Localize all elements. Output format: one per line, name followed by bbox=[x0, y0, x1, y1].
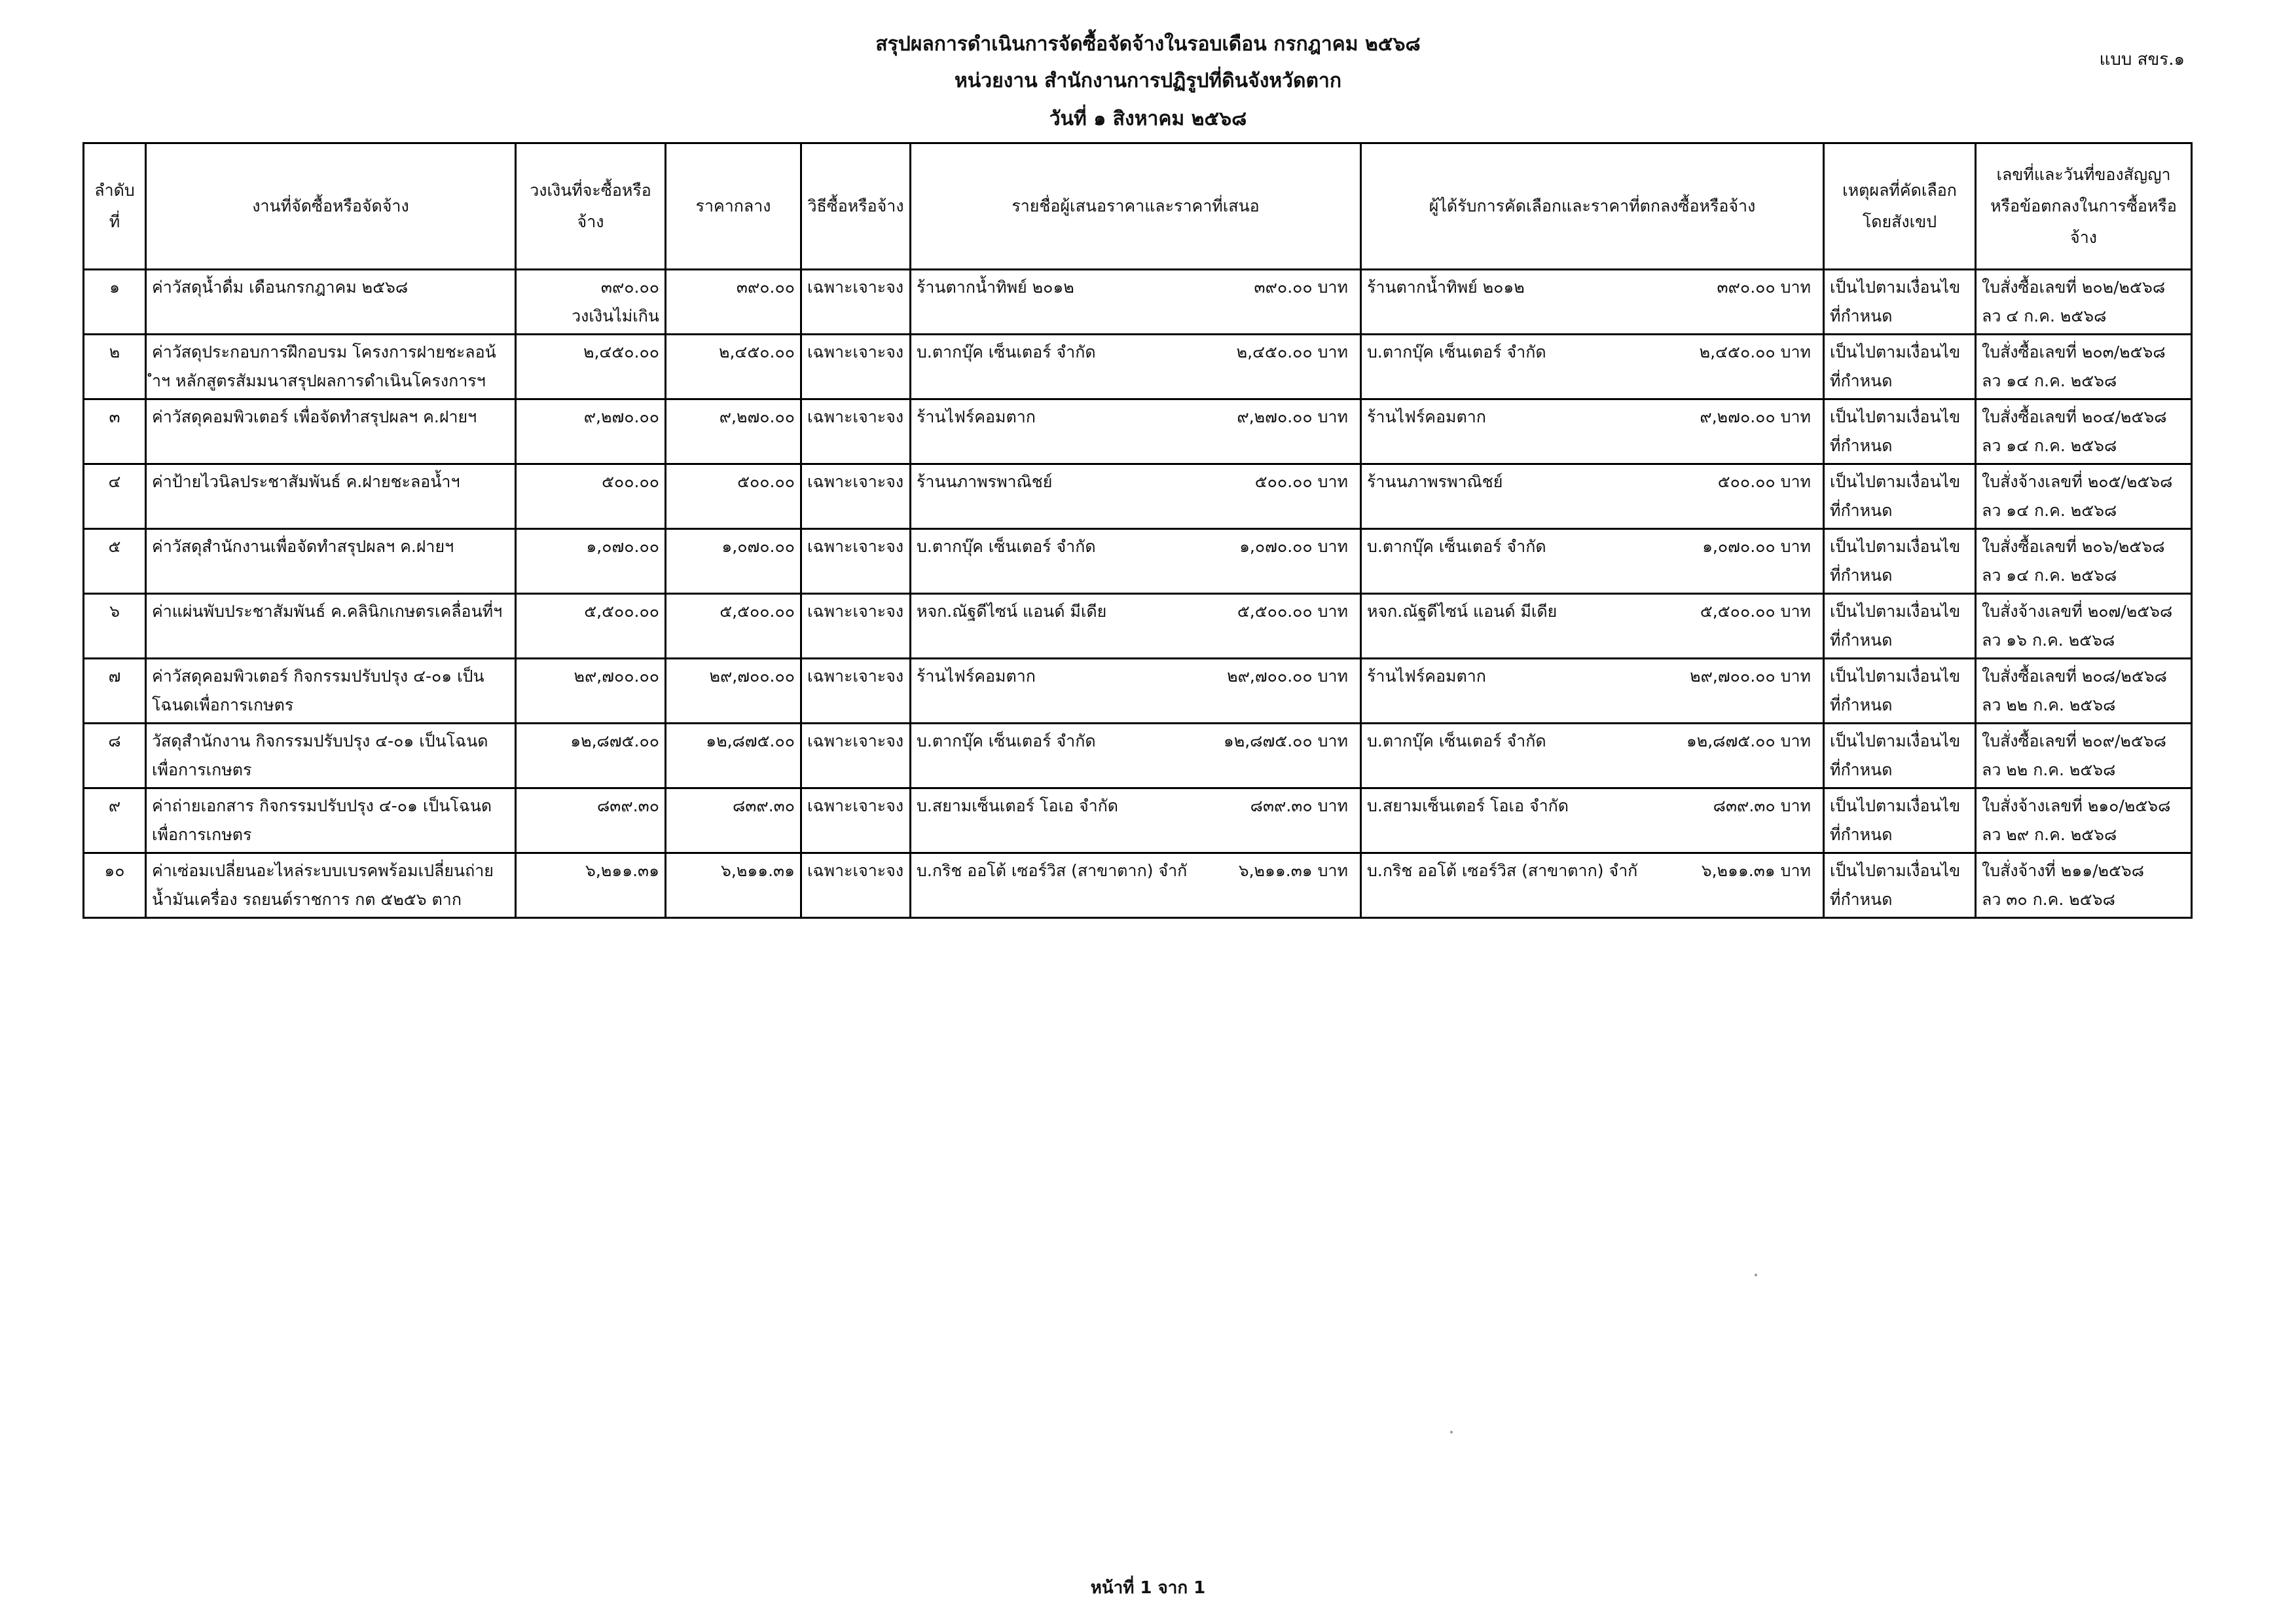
cell-method: เฉพาะเจาะจง bbox=[801, 724, 911, 788]
cell-no: ๔ bbox=[84, 464, 146, 529]
cell-method: เฉพาะเจาะจง bbox=[801, 464, 911, 529]
cell-bidder bbox=[911, 335, 1361, 399]
table-header-row bbox=[84, 143, 2192, 270]
cell-winner bbox=[1361, 724, 1824, 788]
win-amount: ๑๒,๘๗๕.๐๐ บาท bbox=[1686, 731, 1811, 750]
cell-winner bbox=[1361, 659, 1824, 724]
table-row bbox=[84, 335, 2192, 399]
contract-date: ลว ๒๒ ก.ค. ๒๕๖๘ bbox=[1982, 760, 2116, 779]
cell-contract bbox=[1976, 464, 2192, 529]
cell-budget bbox=[516, 659, 666, 724]
contract-number: ใบสั่งซื้อเลขที่ ๒๐๙/๒๕๖๘ bbox=[1982, 731, 2166, 750]
winner-name: บ.ตากบุ๊ค เซ็นเตอร์ จำกัด bbox=[1367, 342, 1546, 361]
bidder-name: ร้านไฟร์คอมตาก bbox=[917, 667, 1036, 686]
bidder-name: บ.สยามเซ็นเตอร์ โอเอ จำกัด bbox=[917, 796, 1119, 815]
cell-method: เฉพาะเจาะจง bbox=[801, 659, 911, 724]
contract-date: ลว ๑๔ ก.ค. ๒๕๖๘ bbox=[1982, 436, 2117, 455]
col-header-winner: ผู้ได้รับการคัดเลือกและราคาที่ตกลงซื้อหรือจ้าง bbox=[1361, 143, 1824, 270]
budget-value: ๓๙๐.๐๐ bbox=[600, 278, 659, 297]
procurement-table bbox=[82, 142, 2193, 919]
cell-bidder bbox=[911, 724, 1361, 788]
table-row bbox=[84, 529, 2192, 594]
cell-median: ๒,๔๕๐.๐๐ bbox=[666, 335, 801, 399]
cell-reason: เป็นไปตามเงื่อนไขที่กำหนด bbox=[1824, 270, 1976, 335]
cell-item: ค่าเซ่อมเปลี่ยนอะไหล่ระบบเบรคพร้อมเปลี่ยนถ่ายน้ำมันเครื่อง รถยนต์ราชการ กต ๕๒๕๖ ตาก bbox=[146, 853, 516, 918]
win-amount: ๕,๕๐๐.๐๐ บาท bbox=[1700, 602, 1811, 621]
win-amount: ๒,๔๕๐.๐๐ บาท bbox=[1699, 342, 1811, 361]
cell-no: ๙ bbox=[84, 788, 146, 853]
col-header-bidders: รายชื่อผู้เสนอราคาและราคาที่เสนอ bbox=[911, 143, 1361, 270]
winner-name: บ.สยามเซ็นเตอร์ โอเอ จำกัด bbox=[1367, 796, 1569, 815]
budget-note: วงเงินไม่เกิน bbox=[572, 306, 659, 325]
bid-amount: ๕,๕๐๐.๐๐ บาท bbox=[1237, 602, 1348, 621]
win-amount: ๖,๒๑๑.๓๑ บาท bbox=[1701, 861, 1811, 880]
cell-method: เฉพาะเจาะจง bbox=[801, 788, 911, 853]
cell-budget bbox=[516, 724, 666, 788]
win-amount: ๙,๒๗๐.๐๐ บาท bbox=[1700, 407, 1811, 426]
cell-bidder bbox=[911, 464, 1361, 529]
cell-bidder bbox=[911, 270, 1361, 335]
budget-value: ๒,๔๕๐.๐๐ bbox=[583, 342, 659, 361]
table-row bbox=[84, 724, 2192, 788]
budget-value: ๖,๒๑๑.๓๑ bbox=[585, 861, 659, 880]
winner-name: บ.กริช ออโต้ เซอร์วิส (สาขาตาก) จำกั bbox=[1367, 861, 1638, 880]
cell-reason: เป็นไปตามเงื่อนไขที่กำหนด bbox=[1824, 335, 1976, 399]
winner-name: ร้านไฟร์คอมตาก bbox=[1367, 667, 1486, 686]
win-amount: ๕๐๐.๐๐ บาท bbox=[1717, 472, 1811, 491]
report-date: วันที่ ๑ สิงหาคม ๒๕๖๘ bbox=[1049, 107, 1247, 130]
cell-budget bbox=[516, 853, 666, 918]
contract-number: ใบสั่งซื้อเลขที่ ๒๐๖/๒๕๖๘ bbox=[1982, 537, 2165, 556]
col-header-reason: เหตุผลที่คัดเลือกโดยสังเขป bbox=[1824, 143, 1976, 270]
bid-amount: ๕๐๐.๐๐ บาท bbox=[1254, 472, 1348, 491]
cell-no: ๑ bbox=[84, 270, 146, 335]
scan-speck bbox=[1755, 1274, 1757, 1276]
cell-winner bbox=[1361, 594, 1824, 659]
bidder-name: บ.ตากบุ๊ค เซ็นเตอร์ จำกัด bbox=[917, 342, 1096, 361]
cell-reason: เป็นไปตามเงื่อนไขที่กำหนด bbox=[1824, 529, 1976, 594]
cell-reason: เป็นไปตามเงื่อนไขที่กำหนด bbox=[1824, 594, 1976, 659]
bidder-name: ร้านไฟร์คอมตาก bbox=[917, 407, 1036, 426]
budget-value: ๙,๒๗๐.๐๐ bbox=[583, 407, 659, 426]
form-code: แบบ สขร.๑ bbox=[2099, 50, 2185, 69]
win-amount: ๑,๐๗๐.๐๐ บาท bbox=[1702, 537, 1811, 556]
col-header-no: ลำดับที่ bbox=[84, 143, 146, 270]
contract-date: ลว ๔ ก.ค. ๒๕๖๘ bbox=[1982, 306, 2107, 325]
cell-item: ค่าวัสดุคอมพิวเตอร์ กิจกรรมปรับปรุง ๔-๐๑ เป็นโฉนดเพื่อการเกษตร bbox=[146, 659, 516, 724]
agency-name: หน่วยงาน สำนักงานการปฏิรูปที่ดินจังหวัดตาก bbox=[954, 69, 1342, 92]
cell-median: ๙,๒๗๐.๐๐ bbox=[666, 399, 801, 464]
contract-date: ลว ๑๖ ก.ค. ๒๕๖๘ bbox=[1982, 631, 2115, 650]
cell-budget bbox=[516, 788, 666, 853]
table-row bbox=[84, 594, 2192, 659]
cell-median: ๕,๕๐๐.๐๐ bbox=[666, 594, 801, 659]
cell-winner bbox=[1361, 335, 1824, 399]
col-header-method: วิธีซื้อหรือจ้าง bbox=[801, 143, 911, 270]
contract-number: ใบสั่งจ้างเลขที่ ๒๐๕/๒๕๖๘ bbox=[1982, 472, 2173, 491]
cell-contract bbox=[1976, 529, 2192, 594]
contract-number: ใบสั่งจ้างเลขที่ ๒๑๐/๒๕๖๘ bbox=[1982, 796, 2171, 815]
cell-reason: เป็นไปตามเงื่อนไขที่กำหนด bbox=[1824, 788, 1976, 853]
bidder-name: ร้านตากน้ำทิพย์ ๒๐๑๒ bbox=[917, 278, 1074, 297]
cell-item: ค่าวัสดุคอมพิวเตอร์ เพื่อจัดทำสรุปผลฯ ค.ฝายฯ bbox=[146, 399, 516, 464]
cell-no: ๗ bbox=[84, 659, 146, 724]
cell-median: ๓๙๐.๐๐ bbox=[666, 270, 801, 335]
bid-amount: ๒,๔๕๐.๐๐ บาท bbox=[1236, 342, 1348, 361]
cell-median: ๖,๒๑๑.๓๑ bbox=[666, 853, 801, 918]
cell-method: เฉพาะเจาะจง bbox=[801, 529, 911, 594]
page-number: หน้าที่ 1 จาก 1 bbox=[1090, 1578, 1206, 1598]
scan-speck bbox=[1450, 1431, 1453, 1433]
contract-number: ใบสั่งซื้อเลขที่ ๒๐๓/๒๕๖๘ bbox=[1982, 342, 2166, 361]
cell-contract bbox=[1976, 724, 2192, 788]
contract-date: ลว ๒๒ ก.ค. ๒๕๖๘ bbox=[1982, 695, 2116, 714]
col-header-budget: วงเงินที่จะซื้อหรือจ้าง bbox=[516, 143, 666, 270]
contract-date: ลว ๓๐ ก.ค. ๒๕๖๘ bbox=[1982, 890, 2115, 909]
bid-amount: ๖,๒๑๑.๓๑ บาท bbox=[1238, 861, 1348, 880]
cell-item: วัสดุสำนักงาน กิจกรรมปรับปรุง ๔-๐๑ เป็นโฉนดเพื่อการเกษตร bbox=[146, 724, 516, 788]
table-row bbox=[84, 270, 2192, 335]
bid-amount: ๓๙๐.๐๐ บาท bbox=[1254, 278, 1348, 297]
table-row bbox=[84, 399, 2192, 464]
cell-median: ๘๓๙.๓๐ bbox=[666, 788, 801, 853]
col-header-median: ราคากลาง bbox=[666, 143, 801, 270]
cell-no: ๖ bbox=[84, 594, 146, 659]
contract-number: ใบสั่งจ้างเลขที่ ๒๐๗/๒๕๖๘ bbox=[1982, 602, 2173, 621]
cell-method: เฉพาะเจาะจง bbox=[801, 594, 911, 659]
win-amount: ๒๙,๗๐๐.๐๐ บาท bbox=[1690, 667, 1811, 686]
cell-item: ค่าวัสดุน้ำดื่ม เดือนกรกฎาคม ๒๕๖๘ bbox=[146, 270, 516, 335]
bid-amount: ๑๒,๘๗๕.๐๐ บาท bbox=[1223, 731, 1348, 750]
bid-amount: ๘๓๙.๓๐ บาท bbox=[1250, 796, 1348, 815]
cell-bidder bbox=[911, 853, 1361, 918]
cell-reason: เป็นไปตามเงื่อนไขที่กำหนด bbox=[1824, 724, 1976, 788]
winner-name: บ.ตากบุ๊ค เซ็นเตอร์ จำกัด bbox=[1367, 537, 1546, 556]
cell-reason: เป็นไปตามเงื่อนไขที่กำหนด bbox=[1824, 853, 1976, 918]
cell-no: ๑๐ bbox=[84, 853, 146, 918]
winner-name: บ.ตากบุ๊ค เซ็นเตอร์ จำกัด bbox=[1367, 731, 1546, 750]
cell-median: ๒๙,๗๐๐.๐๐ bbox=[666, 659, 801, 724]
cell-budget bbox=[516, 335, 666, 399]
cell-contract bbox=[1976, 659, 2192, 724]
cell-method: เฉพาะเจาะจง bbox=[801, 399, 911, 464]
table-row bbox=[84, 788, 2192, 853]
cell-item: ค่าวัสดุประกอบการฝึกอบรม โครงการฝายชะลอน้ำฯ หลักสูตรสัมมนาสรุปผลการดำเนินโครงการฯ bbox=[146, 335, 516, 399]
table-row bbox=[84, 464, 2192, 529]
cell-contract bbox=[1976, 788, 2192, 853]
cell-winner bbox=[1361, 788, 1824, 853]
cell-bidder bbox=[911, 529, 1361, 594]
cell-no: ๒ bbox=[84, 335, 146, 399]
cell-bidder bbox=[911, 594, 1361, 659]
budget-value: ๕๐๐.๐๐ bbox=[602, 472, 659, 491]
cell-winner bbox=[1361, 853, 1824, 918]
cell-winner bbox=[1361, 270, 1824, 335]
budget-value: ๑,๐๗๐.๐๐ bbox=[586, 537, 659, 556]
cell-median: ๕๐๐.๐๐ bbox=[666, 464, 801, 529]
cell-budget bbox=[516, 529, 666, 594]
contract-date: ลว ๑๔ ก.ค. ๒๕๖๘ bbox=[1982, 501, 2117, 520]
cell-contract bbox=[1976, 399, 2192, 464]
cell-contract bbox=[1976, 594, 2192, 659]
win-amount: ๘๓๙.๓๐ บาท bbox=[1713, 796, 1811, 815]
document-title: สรุปผลการดำเนินการจัดซื้อจัดจ้างในรอบเดือน กรกฎาคม ๒๕๖๘ bbox=[875, 33, 1421, 56]
cell-budget bbox=[516, 464, 666, 529]
budget-value: ๕,๕๐๐.๐๐ bbox=[584, 602, 659, 621]
contract-number: ใบสั่งซื้อเลขที่ ๒๐๘/๒๕๖๘ bbox=[1982, 667, 2167, 686]
winner-name: ร้านตากน้ำทิพย์ ๒๐๑๒ bbox=[1367, 278, 1525, 297]
cell-item: ค่าถ่ายเอกสาร กิจกรรมปรับปรุง ๔-๐๑ เป็นโฉนดเพื่อการเกษตร bbox=[146, 788, 516, 853]
table-row bbox=[84, 853, 2192, 918]
budget-value: ๑๒,๘๗๕.๐๐ bbox=[570, 731, 659, 750]
cell-no: ๓ bbox=[84, 399, 146, 464]
bidder-name: บ.กริช ออโต้ เซอร์วิส (สาขาตาก) จำกั bbox=[917, 861, 1188, 880]
cell-item: ค่าแผ่นพับประชาสัมพันธ์ ค.คลินิกเกษตรเคลื่อนที่ฯ bbox=[146, 594, 516, 659]
bid-amount: ๒๙,๗๐๐.๐๐ บาท bbox=[1227, 667, 1348, 686]
table-row bbox=[84, 659, 2192, 724]
cell-item: ค่าวัสดุสำนักงานเพื่อจัดทำสรุปผลฯ ค.ฝายฯ bbox=[146, 529, 516, 594]
cell-bidder bbox=[911, 399, 1361, 464]
cell-bidder bbox=[911, 659, 1361, 724]
cell-method: เฉพาะเจาะจง bbox=[801, 335, 911, 399]
cell-median: ๑๒,๘๗๕.๐๐ bbox=[666, 724, 801, 788]
col-header-contract: เลขที่และวันที่ของสัญญาหรือข้อตกลงในการซื้อหรือจ้าง bbox=[1976, 143, 2192, 270]
bid-amount: ๑,๐๗๐.๐๐ บาท bbox=[1239, 537, 1348, 556]
cell-budget bbox=[516, 399, 666, 464]
contract-date: ลว ๑๔ ก.ค. ๒๕๖๘ bbox=[1982, 371, 2117, 390]
cell-reason: เป็นไปตามเงื่อนไขที่กำหนด bbox=[1824, 659, 1976, 724]
contract-number: ใบสั่งซื้อเลขที่ ๒๐๒/๒๕๖๘ bbox=[1982, 278, 2166, 297]
contract-date: ลว ๒๙ ก.ค. ๒๕๖๘ bbox=[1982, 825, 2117, 844]
bidder-name: บ.ตากบุ๊ค เซ็นเตอร์ จำกัด bbox=[917, 537, 1096, 556]
win-amount: ๓๙๐.๐๐ บาท bbox=[1717, 278, 1811, 297]
cell-contract bbox=[1976, 270, 2192, 335]
cell-no: ๕ bbox=[84, 529, 146, 594]
bidder-name: หจก.ณัฐดีไซน์ แอนด์ มีเดีย bbox=[917, 602, 1107, 621]
cell-reason: เป็นไปตามเงื่อนไขที่กำหนด bbox=[1824, 399, 1976, 464]
cell-contract bbox=[1976, 335, 2192, 399]
winner-name: ร้านนภาพรพาณิชย์ bbox=[1367, 472, 1503, 491]
cell-winner bbox=[1361, 399, 1824, 464]
winner-name: ร้านไฟร์คอมตาก bbox=[1367, 407, 1486, 426]
cell-method: เฉพาะเจาะจง bbox=[801, 853, 911, 918]
col-header-item: งานที่จัดซื้อหรือจัดจ้าง bbox=[146, 143, 516, 270]
contract-number: ใบสั่งจ้างที่ ๒๑๑/๒๕๖๘ bbox=[1982, 861, 2145, 880]
cell-no: ๘ bbox=[84, 724, 146, 788]
cell-method: เฉพาะเจาะจง bbox=[801, 270, 911, 335]
budget-value: ๒๙,๗๐๐.๐๐ bbox=[574, 667, 659, 686]
winner-name: หจก.ณัฐดีไซน์ แอนด์ มีเดีย bbox=[1367, 602, 1558, 621]
cell-reason: เป็นไปตามเงื่อนไขที่กำหนด bbox=[1824, 464, 1976, 529]
bidder-name: ร้านนภาพรพาณิชย์ bbox=[917, 472, 1053, 491]
contract-number: ใบสั่งซื้อเลขที่ ๒๐๔/๒๕๖๘ bbox=[1982, 407, 2167, 426]
cell-contract bbox=[1976, 853, 2192, 918]
bidder-name: บ.ตากบุ๊ค เซ็นเตอร์ จำกัด bbox=[917, 731, 1096, 750]
contract-date: ลว ๑๔ ก.ค. ๒๕๖๘ bbox=[1982, 566, 2117, 585]
bid-amount: ๙,๒๗๐.๐๐ บาท bbox=[1237, 407, 1348, 426]
cell-winner bbox=[1361, 464, 1824, 529]
cell-budget bbox=[516, 594, 666, 659]
cell-item: ค่าป้ายไวนิลประชาสัมพันธ์ ค.ฝายชะลอน้ำฯ bbox=[146, 464, 516, 529]
cell-bidder bbox=[911, 788, 1361, 853]
cell-winner bbox=[1361, 529, 1824, 594]
cell-budget bbox=[516, 270, 666, 335]
budget-value: ๘๓๙.๓๐ bbox=[597, 796, 659, 815]
cell-median: ๑,๐๗๐.๐๐ bbox=[666, 529, 801, 594]
